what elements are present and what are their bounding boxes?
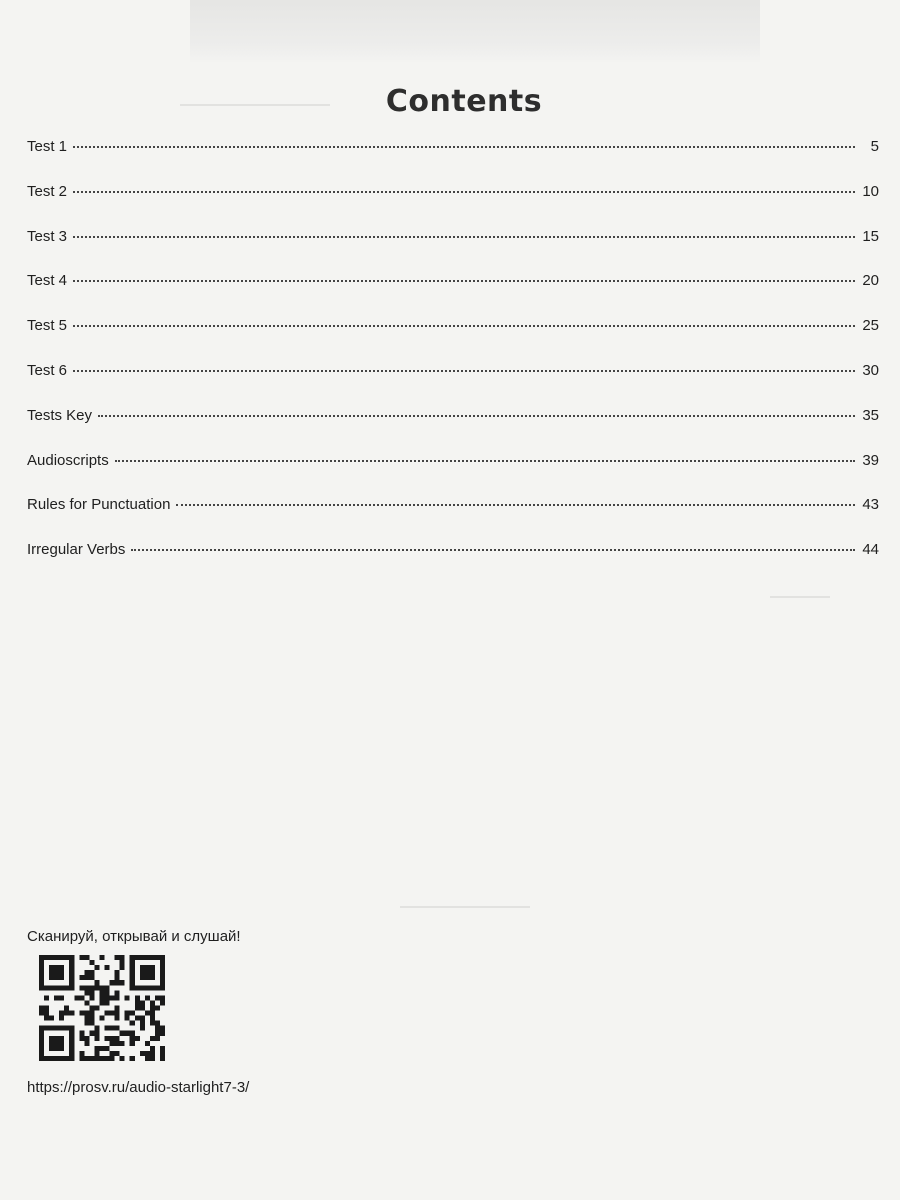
dot-leader bbox=[98, 415, 855, 417]
toc-page-number: 44 bbox=[862, 541, 879, 559]
dot-leader bbox=[73, 325, 855, 327]
page-title: Contents bbox=[385, 84, 543, 120]
bleed-line bbox=[770, 596, 830, 598]
toc-label: Audioscripts bbox=[27, 451, 109, 469]
dot-leader bbox=[131, 549, 855, 551]
toc-entry[interactable] bbox=[27, 183, 879, 228]
toc-label: Rules for Punctuation bbox=[27, 496, 171, 514]
dot-leader bbox=[176, 504, 855, 506]
toc-page-number: 10 bbox=[862, 182, 879, 200]
toc-label: Test 6 bbox=[27, 361, 68, 379]
audio-link[interactable]: https://prosv.ru/audio-starlight7-3/ bbox=[27, 1079, 250, 1096]
toc-entry[interactable] bbox=[27, 272, 879, 317]
toc-page-number: 30 bbox=[862, 361, 879, 379]
dot-leader bbox=[73, 146, 855, 148]
toc-page-number: 20 bbox=[862, 272, 879, 290]
toc-entry[interactable] bbox=[27, 362, 879, 407]
dot-leader bbox=[73, 370, 855, 372]
toc-entry[interactable] bbox=[27, 138, 879, 183]
toc-label: Test 5 bbox=[27, 317, 68, 335]
toc-label: Test 4 bbox=[27, 272, 68, 290]
dot-leader bbox=[115, 460, 855, 462]
toc-label: Test 2 bbox=[27, 182, 68, 200]
toc-entry[interactable] bbox=[27, 541, 879, 586]
toc-label: Test 1 bbox=[27, 138, 68, 155]
table-of-contents bbox=[27, 138, 879, 586]
toc-page-number: 5 bbox=[870, 138, 879, 155]
bleed-line bbox=[400, 906, 530, 908]
toc-entry[interactable] bbox=[27, 317, 879, 362]
toc-page-number: 15 bbox=[862, 227, 879, 245]
toc-page-number: 43 bbox=[862, 496, 879, 514]
dot-leader bbox=[73, 236, 855, 238]
scan-caption: Сканируй, открывай и слушай! bbox=[27, 928, 241, 945]
toc-entry[interactable] bbox=[27, 228, 879, 273]
dot-leader bbox=[73, 280, 855, 282]
qr-code-icon[interactable] bbox=[39, 955, 165, 1061]
toc-page-number: 25 bbox=[862, 317, 879, 335]
toc-entry[interactable] bbox=[27, 496, 879, 541]
toc-entry[interactable] bbox=[27, 452, 879, 497]
dot-leader bbox=[73, 191, 855, 193]
toc-page-number: 35 bbox=[862, 406, 879, 424]
toc-page-number: 39 bbox=[862, 451, 879, 469]
toc-entry[interactable] bbox=[27, 407, 879, 452]
toc-label: Irregular Verbs bbox=[27, 541, 126, 559]
toc-label: Test 3 bbox=[27, 227, 68, 245]
toc-label: Tests Key bbox=[27, 406, 93, 424]
header-bleed-through bbox=[190, 0, 760, 64]
